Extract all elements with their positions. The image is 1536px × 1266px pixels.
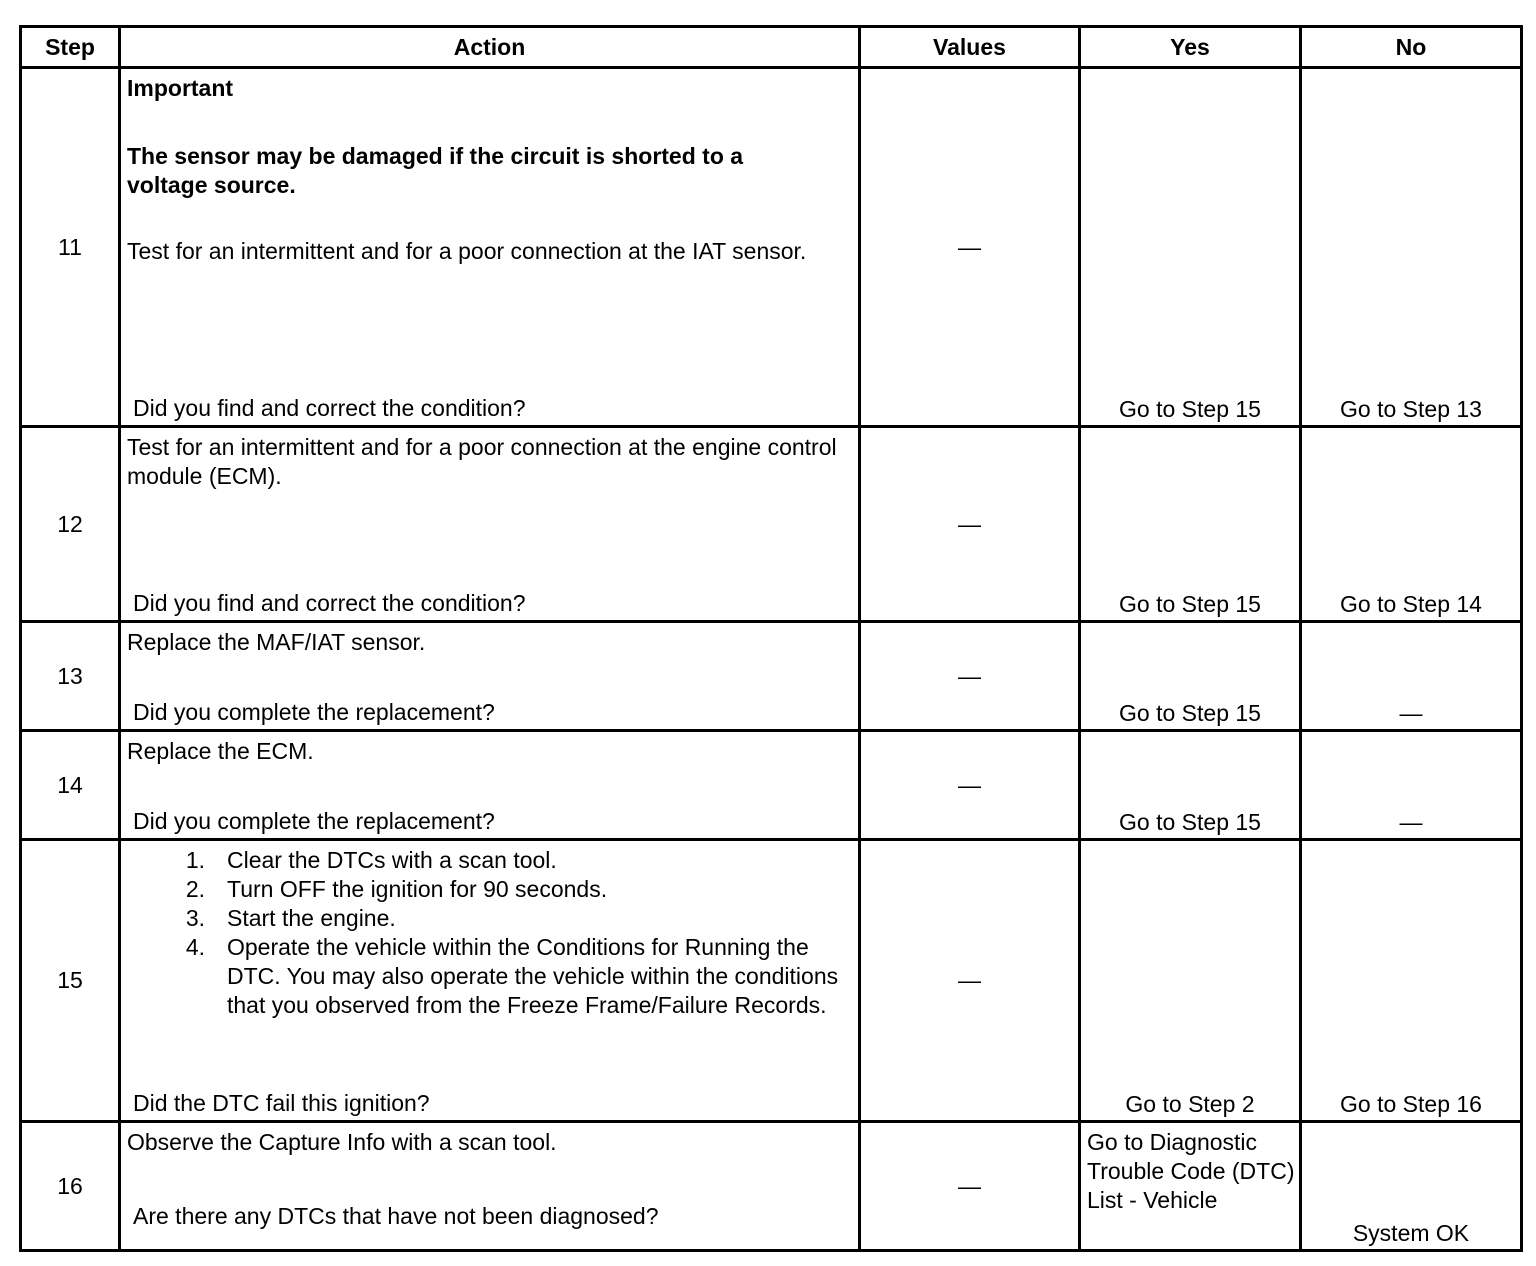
table-row (21, 427, 1522, 622)
no-cell: — (1301, 622, 1522, 731)
action-cell (120, 68, 860, 427)
list-item: 1. Clear the DTCs with a scan tool. (185, 847, 557, 873)
no-cell: Go to Step 13 (1301, 68, 1522, 427)
no-cell: System OK (1301, 1122, 1522, 1251)
values-cell: — (860, 68, 1080, 427)
header-yes: Yes (1080, 27, 1301, 68)
table-row (21, 731, 1522, 840)
yes-cell: Go to Step 15 (1080, 68, 1301, 427)
list-item: 4. Operate the vehicle within the Conditions for Running the DTC. You may also operate the vehicle within the conditions that you observed from the Freeze Frame/Failure Records. (185, 934, 839, 1018)
step-number: 12 (21, 427, 120, 622)
header-action: Action (120, 27, 860, 68)
important-label: Important (127, 75, 234, 101)
table-row (21, 840, 1522, 1122)
question-text: Are there any DTCs that have not been diagnosed? (133, 1203, 659, 1229)
question-text: Did you complete the replacement? (133, 808, 495, 834)
step-number: 16 (21, 1122, 120, 1251)
yes-cell: Go to Step 15 (1080, 427, 1301, 622)
action-text: Replace the ECM. (127, 738, 314, 764)
yes-cell: Go to Step 15 (1080, 731, 1301, 840)
question-text: Did you find and correct the condition? (133, 590, 526, 616)
action-cell (120, 731, 860, 840)
values-cell: — (860, 731, 1080, 840)
table-row (21, 622, 1522, 731)
yes-cell: Go to Diagnostic Trouble Code (DTC) List - Vehicle (1080, 1122, 1301, 1251)
values-cell: — (860, 840, 1080, 1122)
action-text: Test for an intermittent and for a poor connection at the IAT sensor. (127, 238, 807, 264)
action-text: Observe the Capture Info with a scan tool. (127, 1129, 557, 1155)
step-number: 11 (21, 68, 120, 427)
question-text: Did the DTC fail this ignition? (133, 1090, 430, 1116)
procedure-list (127, 841, 852, 1020)
no-cell: — (1301, 731, 1522, 840)
yes-cell: Go to Step 15 (1080, 622, 1301, 731)
action-cell (120, 622, 860, 731)
question-text: Did you find and correct the condition? (133, 395, 526, 421)
step-number: 15 (21, 840, 120, 1122)
diagnostic-table-page (19, 25, 1520, 1248)
table-row (21, 1122, 1522, 1251)
action-cell (120, 840, 860, 1122)
step-number: 13 (21, 622, 120, 731)
header-step: Step (21, 27, 120, 68)
diagnostic-steps-table (19, 25, 1523, 1252)
warning-text: The sensor may be damaged if the circuit is shorted to a voltage source. (127, 143, 744, 198)
no-cell: Go to Step 16 (1301, 840, 1522, 1122)
values-cell: — (860, 622, 1080, 731)
table-row (21, 68, 1522, 427)
list-item: 3. Start the engine. (185, 905, 396, 931)
values-cell: — (860, 1122, 1080, 1251)
no-cell: Go to Step 14 (1301, 427, 1522, 622)
step-number: 14 (21, 731, 120, 840)
yes-cell: Go to Step 2 (1080, 840, 1301, 1122)
values-cell: — (860, 427, 1080, 622)
action-text: Replace the MAF/IAT sensor. (127, 629, 426, 655)
action-cell (120, 1122, 860, 1251)
list-item: 2. Turn OFF the ignition for 90 seconds. (185, 876, 608, 902)
question-text: Did you complete the replacement? (133, 699, 495, 725)
header-no: No (1301, 27, 1522, 68)
action-cell (120, 427, 860, 622)
action-text: Test for an intermittent and for a poor connection at the engine control module (ECM). (127, 434, 837, 489)
header-values: Values (860, 27, 1080, 68)
table-header-row (21, 27, 1522, 68)
